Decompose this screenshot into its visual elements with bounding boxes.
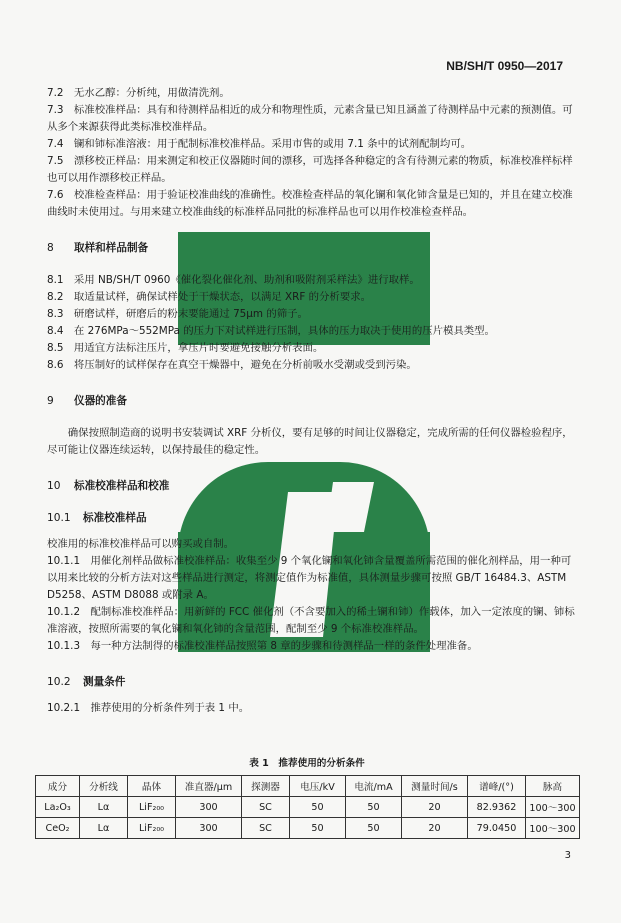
section-9-heading: 9 仪器的准备 [47, 395, 127, 407]
table-cell: CeO₂ [36, 818, 80, 839]
clause-8-4: 8.4 在 276MPa～552MPa 的压力下对试样进行压制，具体的压力取决于使用的压片模具类型。 [47, 325, 495, 337]
table-header: 电流/mA [346, 776, 402, 797]
clause-8-6: 8.6 将压制好的试样保存在真空干燥器中，避免在分析前吸水受潮或受到污染。 [47, 359, 417, 371]
table-header: 测量时间/s [402, 776, 468, 797]
section-10-heading: 10 标准校准样品和校准 [47, 480, 170, 492]
table-header: 脉高 [526, 776, 580, 797]
section-10-1-heading: 10.1 标准校准样品 [47, 512, 147, 524]
table-row [36, 818, 580, 839]
paragraph-10-1: 校准用的标准校准样品可以购买或自制。 [47, 538, 235, 550]
clause-7-3: 7.3 标准校准样品：具有和待测样品相近的成分和物理性质，元素含量已知且涵盖了待测样品中元素的预测值。可从多个来源获得此类标准校准样品。 [47, 104, 573, 133]
table-cell: 79.0450 [468, 818, 526, 839]
clause-8-3: 8.3 研磨试样，研磨后的粉末要能通过 75μm 的筛子。 [47, 308, 308, 320]
table-caption: 表 1 推荐使用的分析条件 [249, 758, 365, 769]
table-cell: 50 [290, 818, 346, 839]
table-cell: 20 [402, 818, 468, 839]
clause-7-5: 7.5 漂移校正样品：用来测定和校正仪器随时间的漂移，可选择各种稳定的含有待测元素的物质，标准校准样标样也可以用作漂移校正样品。 [47, 155, 573, 184]
table-cell: 50 [346, 797, 402, 818]
clause-8-5: 8.5 用适宜方法标注压片，拿压片时要避免接触分析表面。 [47, 342, 324, 354]
table-cell: SC [242, 818, 290, 839]
table-header: 成分 [36, 776, 80, 797]
clause-8-1: 8.1 采用 NB/SH/T 0960《催化裂化催化剂、助剂和吸附剂采样法》进行取样。 [47, 274, 420, 286]
clause-10-1-2: 10.1.2 配制标准校准样品：用新鲜的 FCC 催化剂（不含要加入的稀土镧和铈）作载体，加入一定浓度的镧、铈标准溶液，按照所需要的氧化镧和氧化铈的含量范围，配制至少 9 个标准校准样品。 [47, 606, 575, 635]
table-cell: La₂O₃ [36, 797, 80, 818]
table-cell: 100～300 [526, 797, 580, 818]
clause-10-2-1: 10.2.1 推荐使用的分析条件列于表 1 中。 [47, 702, 250, 714]
table-cell: LiF₂₀₀ [128, 818, 176, 839]
table-header-row [36, 776, 580, 797]
clause-8-2: 8.2 取适量试样，确保试样处于干燥状态，以满足 XRF 的分析要求。 [47, 291, 371, 303]
analysis-conditions-table [35, 775, 580, 839]
table-cell: 50 [346, 818, 402, 839]
table-header: 准直器/μm [176, 776, 242, 797]
table-cell: Lα [80, 818, 128, 839]
table-header: 谱峰/(°) [468, 776, 526, 797]
clause-7-6: 7.6 校准检查样品：用于验证校准曲线的准确性。校准检查样品的氧化镧和氧化铈含量是已知的，并且在建立校准曲线时未使用过。与用来建立校准曲线的标准样品同批的标准样品也可以用作校准检查样品。 [47, 189, 573, 218]
table-cell: SC [242, 797, 290, 818]
clause-7-2: 7.2 无水乙醇：分析纯，用做清洗剂。 [47, 87, 230, 99]
table-cell: 82.9362 [468, 797, 526, 818]
table-header: 探测器 [242, 776, 290, 797]
table-header: 电压/kV [290, 776, 346, 797]
table-cell: LiF₂₀₀ [128, 797, 176, 818]
table-cell: 100～300 [526, 818, 580, 839]
table-header: 分析线 [80, 776, 128, 797]
table-cell: 300 [176, 818, 242, 839]
table-row [36, 797, 580, 818]
clause-10-1-1: 10.1.1 用催化剂样品做标准校准样品：收集至少 9 个氧化镧和氧化铈含量覆盖所需范围的催化剂样品，用一种可以用来比较的分析方法对这些样品进行测定，将测定值作为标准值，具体测量步骤可按照 GB/T 16484.3、ASTM D5258、ASTM D8088 或附录 A。 [47, 555, 572, 601]
table-cell: 300 [176, 797, 242, 818]
table-1 [35, 755, 579, 839]
table-cell: 20 [402, 797, 468, 818]
table-cell: 50 [290, 797, 346, 818]
section-8-heading: 8 取样和样品制备 [47, 242, 149, 254]
table-header: 晶体 [128, 776, 176, 797]
page-number: 3 [564, 850, 571, 861]
section-10-2-heading: 10.2 测量条件 [47, 676, 126, 688]
document-body [47, 85, 579, 717]
paragraph-9: 确保按照制造商的说明书安装调试 XRF 分析仪，要有足够的时间让仪器稳定，完成所需的任何仪器检验程序，尽可能让仪器连续运转，以保持最佳的稳定性。 [47, 427, 573, 456]
table-cell: Lα [80, 797, 128, 818]
clause-10-1-3: 10.1.3 每一种方法制得的标准校准样品按照第 8 章的步骤和待测样品一样的条件处理准备。 [47, 640, 478, 652]
clause-7-4: 7.4 镧和铈标准溶液：用于配制标准校准样品。采用市售的或用 7.1 条中的试剂配制均可。 [47, 138, 472, 150]
document-id: NB/SH/T 0950—2017 [446, 59, 563, 73]
